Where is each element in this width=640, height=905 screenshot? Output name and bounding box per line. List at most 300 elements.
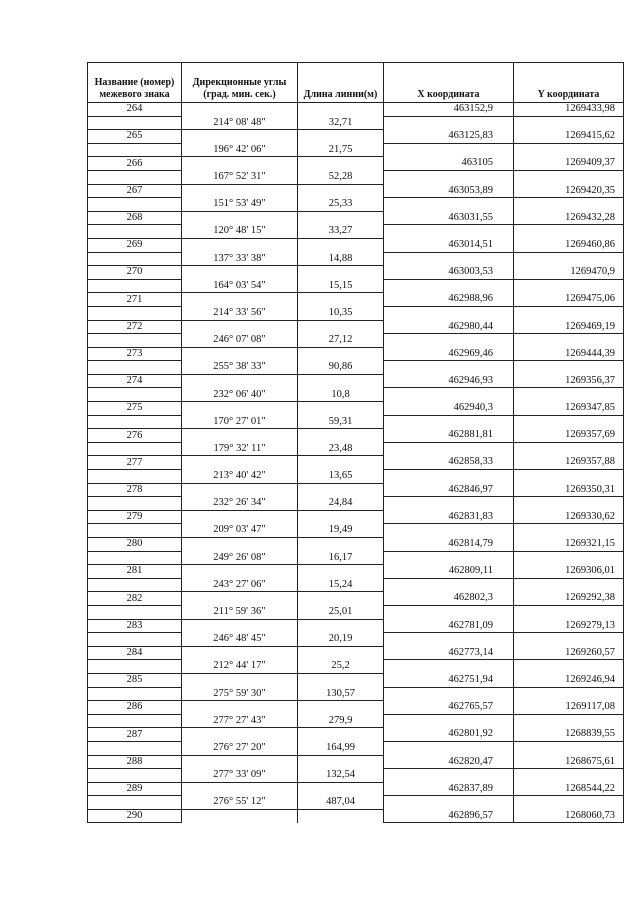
header-x: X координата xyxy=(384,63,514,103)
empty-cell xyxy=(182,374,298,388)
point-row xyxy=(88,402,624,416)
point-row xyxy=(88,755,624,769)
empty-cell xyxy=(298,673,384,687)
empty-cell xyxy=(298,755,384,769)
direction-angle: 164° 03' 54" xyxy=(182,279,298,293)
y-coordinate: 1269420,35 xyxy=(514,184,624,198)
empty-cell xyxy=(298,103,384,117)
empty-cell xyxy=(88,143,182,157)
empty-cell xyxy=(298,510,384,524)
point-row xyxy=(88,619,624,633)
point-number: 268 xyxy=(88,211,182,225)
segment-row xyxy=(88,170,624,184)
direction-angle: 120° 48' 15" xyxy=(182,225,298,239)
line-length: 132,54 xyxy=(298,769,384,783)
empty-cell xyxy=(88,796,182,810)
empty-cell xyxy=(182,646,298,660)
empty-cell xyxy=(182,619,298,633)
line-length: 25,2 xyxy=(298,660,384,674)
empty-cell xyxy=(384,116,514,130)
segment-row xyxy=(88,524,624,538)
point-row xyxy=(88,293,624,307)
empty-cell xyxy=(514,252,624,266)
empty-cell xyxy=(384,225,514,239)
empty-cell xyxy=(88,415,182,429)
direction-angle: 196° 42' 06" xyxy=(182,143,298,157)
header-length: Длина линии(м) xyxy=(298,63,384,103)
empty-cell xyxy=(514,442,624,456)
point-number: 285 xyxy=(88,673,182,687)
empty-cell xyxy=(298,347,384,361)
empty-cell xyxy=(182,402,298,416)
empty-cell xyxy=(298,483,384,497)
x-coordinate: 462980,44 xyxy=(384,320,514,334)
empty-cell xyxy=(514,116,624,130)
x-coordinate: 462831,83 xyxy=(384,510,514,524)
empty-cell xyxy=(88,306,182,320)
direction-angle: 246° 48' 45" xyxy=(182,633,298,647)
empty-cell xyxy=(298,320,384,334)
empty-cell xyxy=(298,211,384,225)
line-length: 25,01 xyxy=(298,605,384,619)
point-number: 284 xyxy=(88,646,182,660)
x-coordinate: 463003,53 xyxy=(384,266,514,280)
point-row xyxy=(88,184,624,198)
empty-cell xyxy=(384,633,514,647)
x-coordinate: 462802,3 xyxy=(384,592,514,606)
direction-angle: 170° 27' 01" xyxy=(182,415,298,429)
empty-cell xyxy=(182,347,298,361)
empty-cell xyxy=(298,293,384,307)
empty-cell xyxy=(298,782,384,796)
point-row xyxy=(88,374,624,388)
point-row xyxy=(88,592,624,606)
point-row xyxy=(88,456,624,470)
y-coordinate: 1268839,55 xyxy=(514,728,624,742)
y-coordinate: 1268544,22 xyxy=(514,782,624,796)
line-length: 14,88 xyxy=(298,252,384,266)
y-coordinate: 1269260,57 xyxy=(514,646,624,660)
empty-cell xyxy=(88,116,182,130)
empty-cell xyxy=(182,103,298,117)
empty-cell xyxy=(384,361,514,375)
empty-cell xyxy=(514,225,624,239)
empty-cell xyxy=(88,687,182,701)
empty-cell xyxy=(88,769,182,783)
line-length: 52,28 xyxy=(298,170,384,184)
y-coordinate: 1268675,61 xyxy=(514,755,624,769)
empty-cell xyxy=(182,483,298,497)
point-row xyxy=(88,266,624,280)
empty-cell xyxy=(182,157,298,171)
point-number: 273 xyxy=(88,347,182,361)
line-length: 20,19 xyxy=(298,633,384,647)
empty-cell xyxy=(298,266,384,280)
empty-cell xyxy=(384,415,514,429)
empty-cell xyxy=(182,701,298,715)
y-coordinate: 1269415,62 xyxy=(514,130,624,144)
empty-cell xyxy=(182,211,298,225)
empty-cell xyxy=(514,605,624,619)
empty-cell xyxy=(182,320,298,334)
point-row xyxy=(88,211,624,225)
header-y: Y координата xyxy=(514,63,624,103)
point-row xyxy=(88,157,624,171)
empty-cell xyxy=(182,184,298,198)
segment-row xyxy=(88,388,624,402)
x-coordinate: 462814,79 xyxy=(384,538,514,552)
empty-cell xyxy=(182,755,298,769)
y-coordinate: 1269357,88 xyxy=(514,456,624,470)
empty-cell xyxy=(384,796,514,810)
empty-cell xyxy=(384,578,514,592)
empty-cell xyxy=(298,646,384,660)
x-coordinate: 462820,47 xyxy=(384,755,514,769)
direction-angle: 211° 59' 36" xyxy=(182,605,298,619)
direction-angle: 209° 03' 47" xyxy=(182,524,298,538)
point-row xyxy=(88,673,624,687)
direction-angle: 212° 44' 17" xyxy=(182,660,298,674)
direction-angle: 151° 53' 49" xyxy=(182,198,298,212)
point-row xyxy=(88,130,624,144)
segment-row xyxy=(88,714,624,728)
point-number: 290 xyxy=(88,809,182,823)
point-number: 283 xyxy=(88,619,182,633)
point-number: 288 xyxy=(88,755,182,769)
empty-cell xyxy=(514,741,624,755)
x-coordinate: 462801,92 xyxy=(384,728,514,742)
x-coordinate: 462946,93 xyxy=(384,374,514,388)
segment-row xyxy=(88,252,624,266)
empty-cell xyxy=(384,524,514,538)
y-coordinate: 1268060,73 xyxy=(514,809,624,823)
direction-angle: 277° 27' 43" xyxy=(182,714,298,728)
direction-angle: 232° 06' 40" xyxy=(182,388,298,402)
empty-cell xyxy=(88,633,182,647)
direction-angle: 214° 08' 48" xyxy=(182,116,298,130)
direction-angle: 232° 26' 34" xyxy=(182,497,298,511)
point-number: 280 xyxy=(88,538,182,552)
empty-cell xyxy=(384,769,514,783)
point-row xyxy=(88,347,624,361)
empty-cell xyxy=(384,170,514,184)
empty-cell xyxy=(384,660,514,674)
direction-angle: 276° 55' 12" xyxy=(182,796,298,810)
header-name: Название (номер) межевого знака xyxy=(88,63,182,103)
x-coordinate: 462773,14 xyxy=(384,646,514,660)
empty-cell xyxy=(182,782,298,796)
segment-row xyxy=(88,198,624,212)
x-coordinate: 462988,96 xyxy=(384,293,514,307)
empty-cell xyxy=(298,374,384,388)
empty-cell xyxy=(514,415,624,429)
point-number: 278 xyxy=(88,483,182,497)
empty-cell xyxy=(514,796,624,810)
line-length: 32,71 xyxy=(298,116,384,130)
empty-cell xyxy=(298,456,384,470)
direction-angle: 137° 33' 38" xyxy=(182,252,298,266)
empty-cell xyxy=(384,143,514,157)
point-number: 271 xyxy=(88,293,182,307)
line-length: 13,65 xyxy=(298,470,384,484)
x-coordinate: 462837,89 xyxy=(384,782,514,796)
empty-cell xyxy=(514,660,624,674)
empty-cell xyxy=(88,551,182,565)
line-length: 15,15 xyxy=(298,279,384,293)
empty-cell xyxy=(514,279,624,293)
point-number: 287 xyxy=(88,728,182,742)
point-row xyxy=(88,646,624,660)
table-body xyxy=(88,103,624,823)
point-number: 281 xyxy=(88,565,182,579)
segment-row xyxy=(88,442,624,456)
x-coordinate: 462940,3 xyxy=(384,402,514,416)
empty-cell xyxy=(298,701,384,715)
empty-cell xyxy=(182,538,298,552)
y-coordinate: 1269432,28 xyxy=(514,211,624,225)
y-coordinate: 1269470,9 xyxy=(514,266,624,280)
y-coordinate: 1269433,98 xyxy=(514,103,624,117)
empty-cell xyxy=(88,198,182,212)
point-number: 277 xyxy=(88,456,182,470)
point-row xyxy=(88,483,624,497)
empty-cell xyxy=(514,306,624,320)
point-number: 269 xyxy=(88,238,182,252)
empty-cell xyxy=(384,252,514,266)
segment-row xyxy=(88,415,624,429)
x-coordinate: 462896,57 xyxy=(384,809,514,823)
direction-angle: 179° 32' 11" xyxy=(182,442,298,456)
empty-cell xyxy=(182,510,298,524)
point-row xyxy=(88,103,624,117)
point-number: 286 xyxy=(88,701,182,715)
x-coordinate: 462881,81 xyxy=(384,429,514,443)
empty-cell xyxy=(514,470,624,484)
y-coordinate: 1269444,39 xyxy=(514,347,624,361)
empty-cell xyxy=(88,442,182,456)
line-length: 33,27 xyxy=(298,225,384,239)
empty-cell xyxy=(298,429,384,443)
empty-cell xyxy=(384,279,514,293)
empty-cell xyxy=(182,238,298,252)
empty-cell xyxy=(88,497,182,511)
empty-cell xyxy=(298,184,384,198)
empty-cell xyxy=(514,170,624,184)
point-number: 274 xyxy=(88,374,182,388)
empty-cell xyxy=(514,497,624,511)
segment-row xyxy=(88,334,624,348)
line-length: 19,49 xyxy=(298,524,384,538)
direction-angle: 275° 59' 30" xyxy=(182,687,298,701)
y-coordinate: 1269460,86 xyxy=(514,238,624,252)
empty-cell xyxy=(298,130,384,144)
empty-cell xyxy=(514,388,624,402)
boundary-coordinates-table xyxy=(87,62,624,823)
y-coordinate: 1269356,37 xyxy=(514,374,624,388)
point-row xyxy=(88,701,624,715)
segment-row xyxy=(88,551,624,565)
line-length: 279,9 xyxy=(298,714,384,728)
segment-row xyxy=(88,143,624,157)
empty-cell xyxy=(514,361,624,375)
empty-cell xyxy=(88,578,182,592)
empty-cell xyxy=(384,741,514,755)
point-row xyxy=(88,782,624,796)
y-coordinate: 1269279,13 xyxy=(514,619,624,633)
point-number: 264 xyxy=(88,103,182,117)
direction-angle: 214° 33' 56" xyxy=(182,306,298,320)
direction-angle: 167° 52' 31" xyxy=(182,170,298,184)
segment-row xyxy=(88,306,624,320)
empty-cell xyxy=(298,238,384,252)
point-row xyxy=(88,429,624,443)
line-length: 59,31 xyxy=(298,415,384,429)
y-coordinate: 1269321,15 xyxy=(514,538,624,552)
line-length: 130,57 xyxy=(298,687,384,701)
empty-cell xyxy=(384,470,514,484)
point-row xyxy=(88,728,624,742)
empty-cell xyxy=(88,225,182,239)
empty-cell xyxy=(182,130,298,144)
x-coordinate: 462765,57 xyxy=(384,701,514,715)
empty-cell xyxy=(182,592,298,606)
x-coordinate: 463014,51 xyxy=(384,238,514,252)
line-length: 90,86 xyxy=(298,361,384,375)
empty-cell xyxy=(88,660,182,674)
empty-cell xyxy=(182,266,298,280)
segment-row xyxy=(88,660,624,674)
header-angle: Дирекционные углы (град. мин. сек.) xyxy=(182,63,298,103)
empty-cell xyxy=(384,306,514,320)
y-coordinate: 1269350,31 xyxy=(514,483,624,497)
segment-row xyxy=(88,361,624,375)
x-coordinate: 463031,55 xyxy=(384,211,514,225)
empty-cell xyxy=(514,714,624,728)
empty-cell xyxy=(182,728,298,742)
empty-cell xyxy=(298,619,384,633)
empty-cell xyxy=(384,442,514,456)
point-number: 266 xyxy=(88,157,182,171)
point-number: 279 xyxy=(88,510,182,524)
point-number: 265 xyxy=(88,130,182,144)
direction-angle: 277° 33' 09" xyxy=(182,769,298,783)
empty-cell xyxy=(298,402,384,416)
y-coordinate: 1269246,94 xyxy=(514,673,624,687)
segment-row xyxy=(88,796,624,810)
x-coordinate: 463125,83 xyxy=(384,130,514,144)
line-length: 24,84 xyxy=(298,497,384,511)
segment-row xyxy=(88,225,624,239)
y-coordinate: 1269347,85 xyxy=(514,402,624,416)
line-length: 10,8 xyxy=(298,388,384,402)
empty-cell xyxy=(88,741,182,755)
empty-cell xyxy=(88,252,182,266)
point-row xyxy=(88,565,624,579)
direction-angle: 246° 07' 08" xyxy=(182,334,298,348)
line-length: 21,75 xyxy=(298,143,384,157)
empty-cell xyxy=(182,456,298,470)
segment-row xyxy=(88,497,624,511)
line-length: 15,24 xyxy=(298,578,384,592)
coordinates-document xyxy=(87,62,623,823)
y-coordinate: 1269409,37 xyxy=(514,157,624,171)
empty-cell xyxy=(88,388,182,402)
x-coordinate: 462781,09 xyxy=(384,619,514,633)
direction-angle: 213° 40' 42" xyxy=(182,470,298,484)
line-length: 25,33 xyxy=(298,198,384,212)
direction-angle: 243° 27' 06" xyxy=(182,578,298,592)
empty-cell xyxy=(298,809,384,823)
empty-cell xyxy=(182,293,298,307)
point-number: 270 xyxy=(88,266,182,280)
empty-cell xyxy=(88,170,182,184)
y-coordinate: 1269330,62 xyxy=(514,510,624,524)
segment-row xyxy=(88,687,624,701)
empty-cell xyxy=(514,687,624,701)
empty-cell xyxy=(514,551,624,565)
x-coordinate: 462751,94 xyxy=(384,673,514,687)
point-row xyxy=(88,320,624,334)
point-number: 275 xyxy=(88,402,182,416)
x-coordinate: 462846,97 xyxy=(384,483,514,497)
empty-cell xyxy=(298,538,384,552)
direction-angle: 276° 27' 20" xyxy=(182,741,298,755)
empty-cell xyxy=(514,198,624,212)
line-length: 487,04 xyxy=(298,796,384,810)
point-row xyxy=(88,538,624,552)
empty-cell xyxy=(88,714,182,728)
segment-row xyxy=(88,605,624,619)
line-length: 27,12 xyxy=(298,334,384,348)
empty-cell xyxy=(384,497,514,511)
empty-cell xyxy=(298,565,384,579)
table-header-row xyxy=(88,63,624,103)
line-length: 23,48 xyxy=(298,442,384,456)
direction-angle: 249° 26' 08" xyxy=(182,551,298,565)
segment-row xyxy=(88,741,624,755)
empty-cell xyxy=(514,633,624,647)
empty-cell xyxy=(384,714,514,728)
x-coordinate: 463053,89 xyxy=(384,184,514,198)
segment-row xyxy=(88,578,624,592)
point-number: 272 xyxy=(88,320,182,334)
empty-cell xyxy=(514,578,624,592)
y-coordinate: 1269357,69 xyxy=(514,429,624,443)
x-coordinate: 463105 xyxy=(384,157,514,171)
empty-cell xyxy=(88,470,182,484)
segment-row xyxy=(88,769,624,783)
empty-cell xyxy=(514,524,624,538)
y-coordinate: 1269475,06 xyxy=(514,293,624,307)
empty-cell xyxy=(88,334,182,348)
y-coordinate: 1269292,38 xyxy=(514,592,624,606)
empty-cell xyxy=(88,524,182,538)
point-row xyxy=(88,238,624,252)
empty-cell xyxy=(384,198,514,212)
empty-cell xyxy=(384,687,514,701)
empty-cell xyxy=(88,605,182,619)
x-coordinate: 462969,46 xyxy=(384,347,514,361)
line-length: 16,17 xyxy=(298,551,384,565)
empty-cell xyxy=(514,143,624,157)
point-number: 267 xyxy=(88,184,182,198)
segment-row xyxy=(88,116,624,130)
line-length: 164,99 xyxy=(298,741,384,755)
direction-angle: 255° 38' 33" xyxy=(182,361,298,375)
empty-cell xyxy=(384,334,514,348)
x-coordinate: 462858,33 xyxy=(384,456,514,470)
empty-cell xyxy=(298,592,384,606)
